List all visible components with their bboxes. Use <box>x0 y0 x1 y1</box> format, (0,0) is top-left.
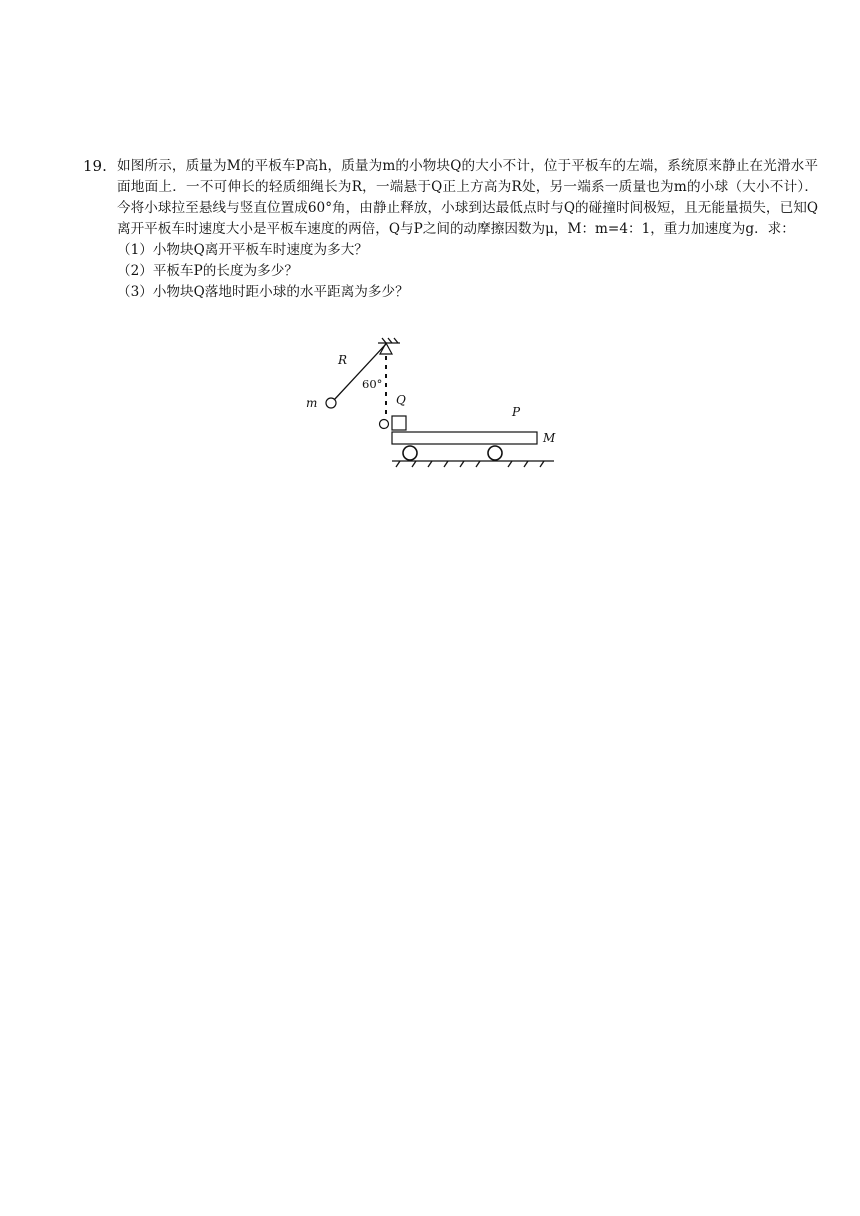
cart-wheel-left <box>403 446 417 460</box>
physics-diagram <box>300 336 562 468</box>
label-P: P <box>512 405 521 419</box>
problem-stem: 如图所示，质量为M的平板车P高h，质量为m的小物块Q的大小不计，位于平板车的左端，系统原来静止在光滑水平面地面上．一不可伸长的轻质细绳长为R，一端悬于Q正上方高为R处，另一端系一质量也为m的小球（大小不计）．今将小球拉至悬线与竖直位置成60°角，由静止释放，小球到达最低点时与Q的碰撞时间极短，且无能量损失，已知Q离开平板车时速度大小是平板车速度的两倍，Q与P之间的动摩擦因数为μ，M：m=4：1，重力加速度为g．求： <box>117 158 818 237</box>
problem-19 <box>83 156 818 303</box>
label-m: m <box>306 396 318 410</box>
question-2: （2）平板车P的长度为多少？ <box>117 263 298 279</box>
pendulum-ball <box>326 398 336 408</box>
problem-number: 19. <box>83 157 107 175</box>
question-1: （1）小物块Q离开平板车时速度为多大？ <box>117 242 368 258</box>
cart-wheel-right <box>488 446 502 460</box>
question-3: （3）小物块Q落地时距小球的水平距离为多少？ <box>117 284 409 300</box>
label-R: R <box>338 353 348 367</box>
label-M: M <box>543 431 556 445</box>
diagram-svg <box>300 336 562 468</box>
label-Q: Q <box>396 393 406 407</box>
ball-lowest-position <box>380 420 389 429</box>
ground <box>392 461 554 467</box>
label-angle: 60° <box>362 377 383 391</box>
cart-board <box>392 432 537 444</box>
ceiling-hatch <box>378 338 400 343</box>
block-Q <box>392 416 406 430</box>
